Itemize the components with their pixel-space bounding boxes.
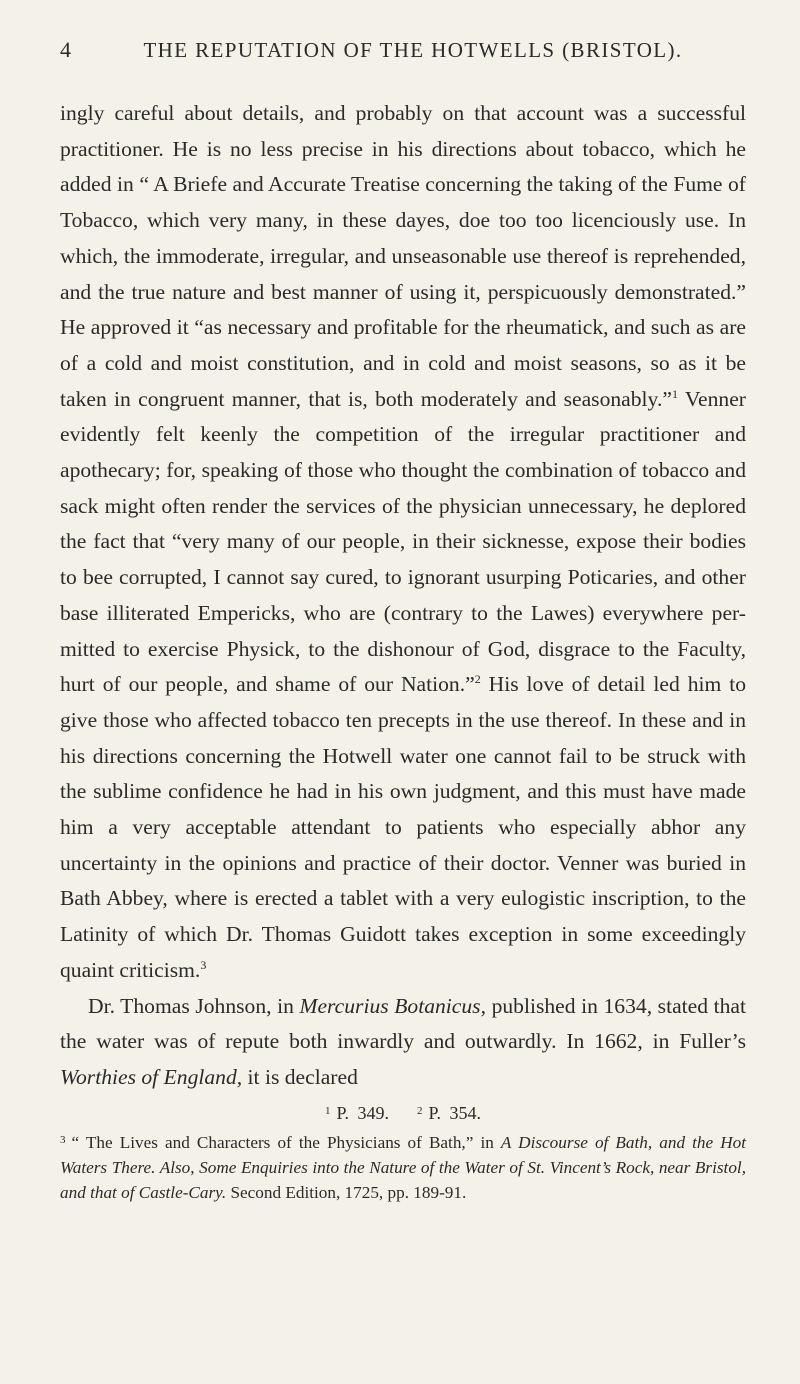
running-head-title: THE REPUTATION OF THE HOTWELLS (BRISTOL). [143,38,683,62]
paragraph-text: His love of detail led him to give those who affected tobacco ten precepts in the use thereof. In these and in his directions concerning the Hotwell water one cannot fail to be struck with the sublime confidence he had in his own judgment, and this must have made him a very acceptable attendant to patients who especially abhor any uncertainty in the opinions and practice of their doctor. Venner was buried in Bath Abbey, where is erected a tablet with a very eulogistic inscription, to the Latinity of which Dr. Thomas Guidott takes exception in some exceedingly quaint criticism. [60,672,746,982]
footnote-text: Second Edition, 1725, pp. 189-91. [226,1182,467,1202]
book-title: Worthies of England, [60,1064,243,1089]
footnote-text: “ The Lives and Characters of the Physicians of Bath,” in [71,1132,501,1152]
paragraph-text: Venner evidently felt keenly the competition of the irregular practitioner and apothecary; for, speaking of those who thought the combination of tobacco and sack might often render the services of the physician unnecessary, he deplored the fact that “very many of our people, in their sicknesse, expose their bodies to bee corrupted, I cannot say cured, to ignorant usurping Poticaries, and other base illiterated Empericks, who are (contrary to the Lawes) everywhere per- mitted to exercise Physick, to the dishonour of God, disgrace to the Faculty, hurt of our people, and shame of our Nation.” [60,386,746,697]
footnote-mark: 2 [417,1104,423,1117]
paragraph-text: published in 1634, stated that the water was of repute both inwardly and outwardly. In 1662, in Fuller’s [60,993,747,1054]
footnote-3 [60,1128,746,1205]
paragraph-text: it is declared [242,1064,358,1089]
page-number: 4 [60,37,73,62]
paragraph-venner [60,96,746,989]
paragraph-text: ingly careful about details, and probably on that account was a successful practitioner. He is no less precise in his directions about tobacco, which he added in “ A Briefe and Accurate Treatise concerning the taking of the Fume of Tobacco, which very many, in these dayes, doe too too licenciously use. In which, the immoderate, irregular, and unseasonable use thereof is reprehended, and the true nature and best manner of using it, perspicuously demonstrated.” He approved it “as necessary and profitable for the rheumatick, and such as are of a cold and moist constitution, and in cold and moist seasons, so as it be taken in congruent manner, that is, both moderately and seasonably.” [60,101,746,411]
footnote-mark: 1 [324,1104,331,1117]
footnote-book-title: A Discourse of Bath, and the Hot Waters There. Also, Some Enquiries into the Nature of the Water of St. Vincent’s Rock, near Bristol, and that of Castle-Cary. [60,1132,747,1202]
footnote-text: P. 349. [336,1102,389,1123]
body-text [60,96,746,1096]
footnote-mark: 3 [60,1133,66,1146]
footnote-ref: 1 [671,386,678,401]
paragraph-johnson [60,989,746,1096]
book-title: Mercurius Botanicus, [299,993,486,1018]
footnote-ref: 2 [474,672,481,687]
footnotes-short [60,1098,746,1126]
footnote-text: P. 354. [428,1102,482,1123]
footnote-ref: 3 [200,957,207,972]
running-head [60,30,746,70]
paragraph-text: Dr. Thomas Johnson, in [88,993,300,1018]
